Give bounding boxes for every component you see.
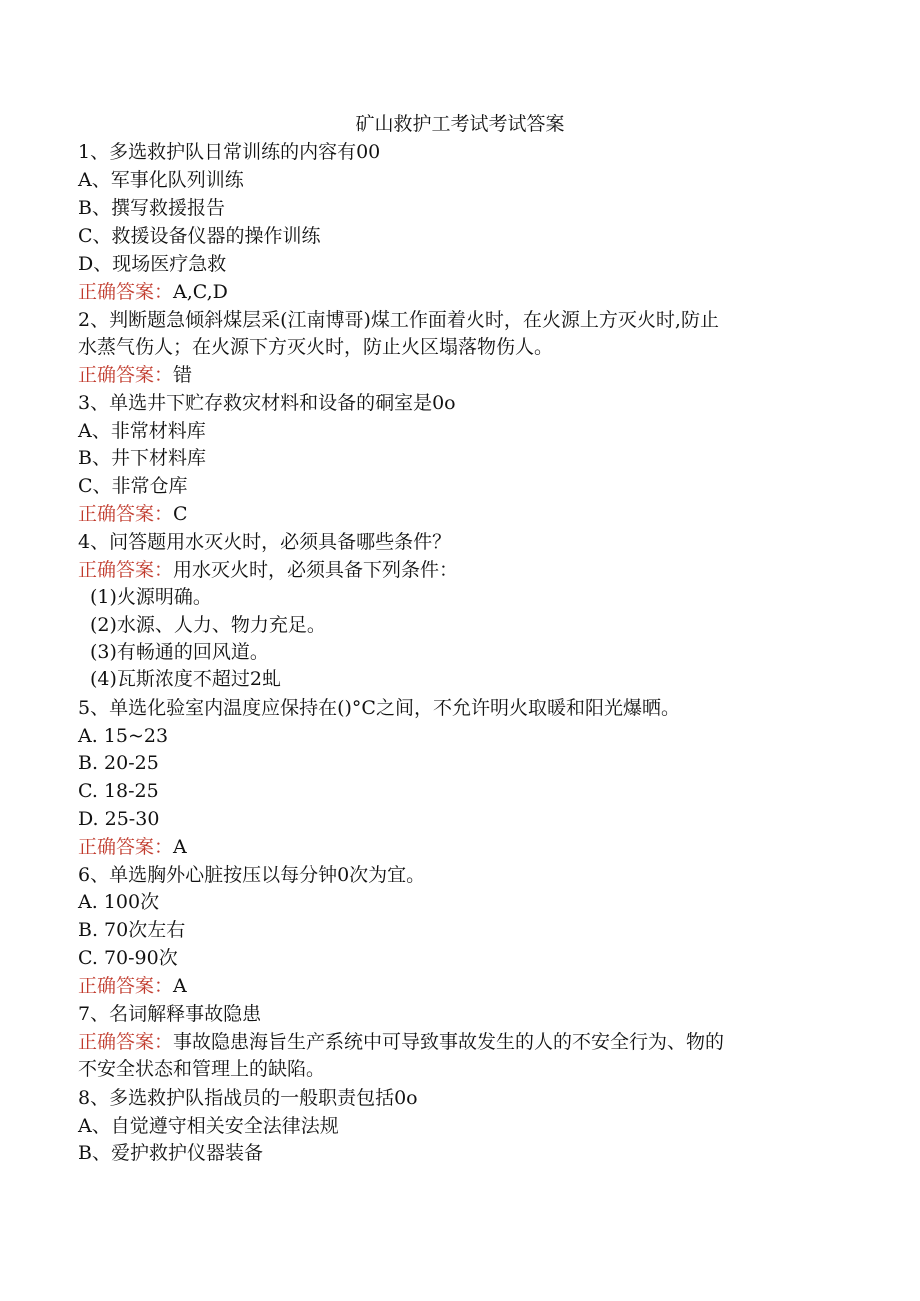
- answer-line: [78, 1030, 724, 1054]
- answer-value: 错: [173, 364, 193, 386]
- option: B. 20-25: [78, 752, 159, 774]
- question-stem: 5、单选化验室内温度应保持在()°C之间，不允许明火取暖和阳光爆晒。: [78, 697, 680, 719]
- answer-line: [78, 280, 228, 304]
- option: D. 25-30: [78, 808, 160, 830]
- question-stem: 1、多选救护队日常训练的内容有00: [78, 141, 381, 163]
- answer-value: 事故隐患海旨生产系统中可导致事故发生的人的不安全行为、物的: [173, 1031, 725, 1053]
- answer-detail: (4)瓦斯浓度不超过2虬: [90, 668, 282, 690]
- option: A、自觉遵守相关安全法律法规: [78, 1115, 339, 1137]
- answer-detail: (3)有畅通的回风道。: [90, 641, 269, 663]
- option: A. 100次: [78, 891, 160, 913]
- answer-value: A,C,D: [173, 281, 228, 303]
- option: D、现场医疗急救: [78, 253, 227, 275]
- answer-value: 用水灭火时，必须具备下列条件：: [173, 559, 459, 581]
- answer-label: 正确答案：: [78, 503, 174, 525]
- answer-label: 正确答案：: [78, 1031, 174, 1053]
- answer-label: 正确答案：: [78, 281, 174, 303]
- option: C. 70-90次: [78, 947, 178, 969]
- question-stem: 3、单选井下贮存救灾材料和设备的硐室是0o: [78, 392, 456, 414]
- option: A、非常材料库: [78, 420, 206, 442]
- question-stem: 2、判断题急倾斜煤层采(江南博哥)煤工作面着火时，在火源上方灭火时,防止: [78, 309, 719, 331]
- answer-value: A: [173, 836, 187, 858]
- option: A、军事化队列训练: [78, 169, 244, 191]
- question-stem: 7、名词解释事故隐患: [78, 1003, 262, 1025]
- option: C、非常仓库: [78, 475, 188, 497]
- option: C. 18-25: [78, 780, 159, 802]
- option: B、撰写救援报告: [78, 197, 225, 219]
- answer-line: [78, 835, 187, 859]
- option: C、救援设备仪器的操作训练: [78, 225, 321, 247]
- question-stem: 8、多选救护队指战员的一般职责包括0o: [78, 1087, 418, 1109]
- answer-continued: 不安全状态和管理上的缺陷。: [78, 1058, 326, 1080]
- question-stem-continued: 水蒸气伤人；在火源下方灭火时，防止火区塌落物伤人。: [78, 336, 554, 358]
- option: B. 70次左右: [78, 919, 186, 941]
- option: B、井下材料库: [78, 447, 206, 469]
- option: A. 15~23: [78, 725, 169, 747]
- answer-detail: (2)水源、人力、物力充足。: [90, 614, 326, 636]
- answer-label: 正确答案：: [78, 975, 174, 997]
- answer-label: 正确答案：: [78, 364, 174, 386]
- question-stem: 4、问答题用水灭火时，必须具备哪些条件？: [78, 531, 452, 553]
- answer-line: [78, 363, 192, 387]
- answer-value: C: [173, 503, 188, 525]
- answer-label: 正确答案：: [78, 836, 174, 858]
- answer-line: [78, 558, 458, 582]
- option: B、爱护救护仪器装备: [78, 1142, 263, 1164]
- answer-line: [78, 974, 187, 998]
- answer-label: 正确答案：: [78, 559, 174, 581]
- question-stem: 6、单选胸外心脏按压以每分钟0次为宜。: [78, 864, 426, 886]
- page-title: 矿山救护工考试考试答案: [355, 113, 565, 135]
- answer-detail: (1)火源明确。: [90, 586, 212, 608]
- answer-value: A: [173, 975, 187, 997]
- answer-line: [78, 502, 188, 526]
